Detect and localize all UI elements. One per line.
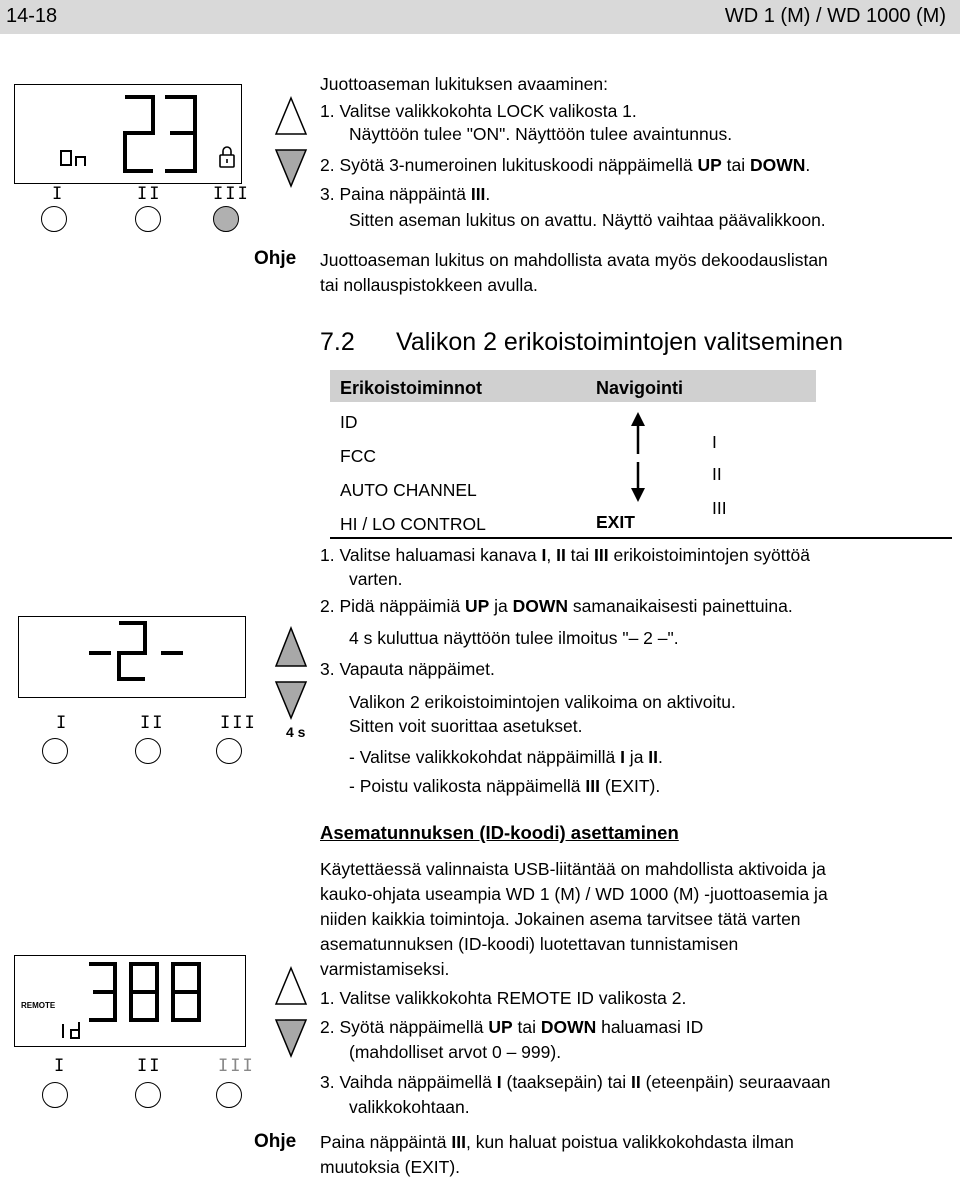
button-i-3[interactable] (42, 1082, 68, 1108)
page-number: 14-18 (6, 5, 58, 27)
id-para-3: niiden kaikkia toimintoja. Jokainen asema tarvitsee tätä varten (320, 909, 801, 929)
lcd-display-unlock (14, 84, 242, 184)
up-arrow-icon-3 (274, 966, 308, 1008)
step-3: 3. Vapauta näppäimet. (320, 659, 495, 679)
button-label-ii-2: II (140, 713, 165, 733)
lock-icon (220, 147, 234, 167)
down-arrow-icon (274, 146, 308, 188)
up-arrow-icon-2 (274, 626, 308, 670)
nav-label-iii: III (712, 498, 727, 518)
id-section-title: Asematunnuksen (ID-koodi) asettaminen (320, 822, 679, 843)
col-header-functions: Erikoistoiminnot (340, 378, 483, 398)
button-label-iii-3: III (218, 1056, 255, 1076)
id-para-1: Käytettäessä valinnaista USB-liitäntää on mahdollista aktivoida ja (320, 859, 826, 879)
lcd-display-remote-id (14, 955, 246, 1047)
col-header-navigation: Navigointi (596, 378, 684, 398)
button-label-ii-3: II (137, 1056, 162, 1076)
section-title: Valikon 2 erikoistoimintojen valitseminen (396, 328, 843, 356)
id-para-5: varmistamiseksi. (320, 959, 450, 979)
step-2-cont: 4 s kuluttua näyttöön tulee ilmoitus "– 2 –". (349, 628, 679, 648)
button-i[interactable] (41, 206, 67, 232)
table-header (330, 370, 816, 402)
id-step-2: 2. Syötä näppäimellä UP tai DOWN haluamasi ID (320, 1017, 704, 1037)
step-2: 2. Pidä näppäimiä UP ja DOWN samanaikaisesti painettuina. (320, 596, 793, 616)
button-label-iii-2: III (220, 713, 257, 733)
id-step-3-cont: valikkokohtaan. (349, 1097, 470, 1117)
table-divider (330, 537, 952, 539)
up-arrow-icon (274, 96, 308, 138)
note-label-2: Ohje (254, 1131, 297, 1152)
button-iii-3[interactable] (216, 1082, 242, 1108)
step-5: Sitten voit suorittaa asetukset. (349, 716, 583, 736)
step-1: 1. Valitse haluamasi kanava I, II tai III erikoistoimintojen syöttöä (320, 545, 810, 565)
button-ii-3[interactable] (135, 1082, 161, 1108)
seven-segment-dash-2-dash (19, 617, 245, 697)
step-6: - Valitse valikkokohdat näppäimillä I ja II. (349, 747, 663, 767)
menu-item-id: ID (340, 412, 358, 432)
id-para-2: kauko-ohjata useampia WD 1 (M) / WD 1000 (M) -juottoasemia ja (320, 884, 828, 904)
nav-label-i: I (712, 432, 717, 452)
id-note-line-2: muutoksia (EXIT). (320, 1157, 461, 1177)
id-step-1: 1. Valitse valikkokohta REMOTE ID valikosta 2. (320, 988, 687, 1008)
step-4: Valikon 2 erikoistoimintojen valikoima on aktivoitu. (349, 692, 736, 712)
model-name: WD 1 (M) / WD 1000 (M) (724, 5, 946, 27)
id-step-2-cont: (mahdolliset arvot 0 – 999). (349, 1042, 562, 1062)
button-label-i-2: I (56, 713, 69, 733)
unlock-step-3b: Sitten aseman lukitus on avattu. Näyttö vaihtaa päävalikkoon. (349, 210, 826, 230)
note-label-1: Ohje (254, 248, 297, 269)
button-label-i: I (52, 184, 65, 204)
remote-indicator: REMOTE (21, 1001, 56, 1010)
nav-label-ii: II (712, 464, 722, 484)
unlock-step-1b: Näyttöön tulee "ON". Näyttöön tulee avaintunnus. (349, 124, 733, 144)
button-i-2[interactable] (42, 738, 68, 764)
menu-item-hi-lo: HI / LO CONTROL (340, 514, 486, 534)
lcd-display-menu2 (18, 616, 246, 698)
nav-down-arrow-icon (628, 460, 648, 504)
unlock-step-2: 2. Syötä 3-numeroinen lukituskoodi näppäimellä UP tai DOWN. (320, 155, 811, 175)
button-label-iii: III (213, 184, 250, 204)
id-note-line-1: Paina näppäintä III, kun haluat poistua valikkokohdasta ilman (320, 1132, 794, 1152)
hold-time-label: 4 s (286, 724, 306, 740)
unlock-step-3: 3. Paina näppäintä III. (320, 184, 491, 204)
seven-segment-388 (15, 956, 245, 1046)
unlock-title: Juottoaseman lukituksen avaaminen: (320, 74, 608, 94)
unlock-step-1: 1. Valitse valikkokohta LOCK valikosta 1. (320, 101, 637, 121)
button-label-i-3: I (54, 1056, 67, 1076)
unlock-note-line-2: tai nollauspistokkeen avulla. (320, 275, 538, 295)
button-iii-2[interactable] (216, 738, 242, 764)
section-number: 7.2 (320, 328, 355, 356)
down-arrow-icon-2 (274, 678, 308, 720)
page-header (0, 0, 960, 34)
menu-item-auto-channel: AUTO CHANNEL (340, 480, 477, 500)
button-ii-2[interactable] (135, 738, 161, 764)
step-7: - Poistu valikosta näppäimellä III (EXIT). (349, 776, 661, 796)
button-label-ii: II (137, 184, 162, 204)
exit-label: EXIT (596, 512, 635, 532)
down-arrow-icon-3 (274, 1016, 308, 1058)
button-ii[interactable] (135, 206, 161, 232)
seven-segment-23 (15, 85, 241, 183)
button-iii[interactable] (213, 206, 239, 232)
nav-up-arrow-icon (628, 410, 648, 456)
menu-item-fcc: FCC (340, 446, 376, 466)
id-step-3: 3. Vaihda näppäimellä I (taaksepäin) tai II (eteenpäin) seuraavaan (320, 1072, 831, 1092)
step-1-cont: varten. (349, 569, 403, 589)
id-para-4: asematunnuksen (ID-koodi) luotettavan tunnistamisen (320, 934, 739, 954)
unlock-note-line-1: Juottoaseman lukitus on mahdollista avata myös dekoodauslistan (320, 250, 828, 270)
